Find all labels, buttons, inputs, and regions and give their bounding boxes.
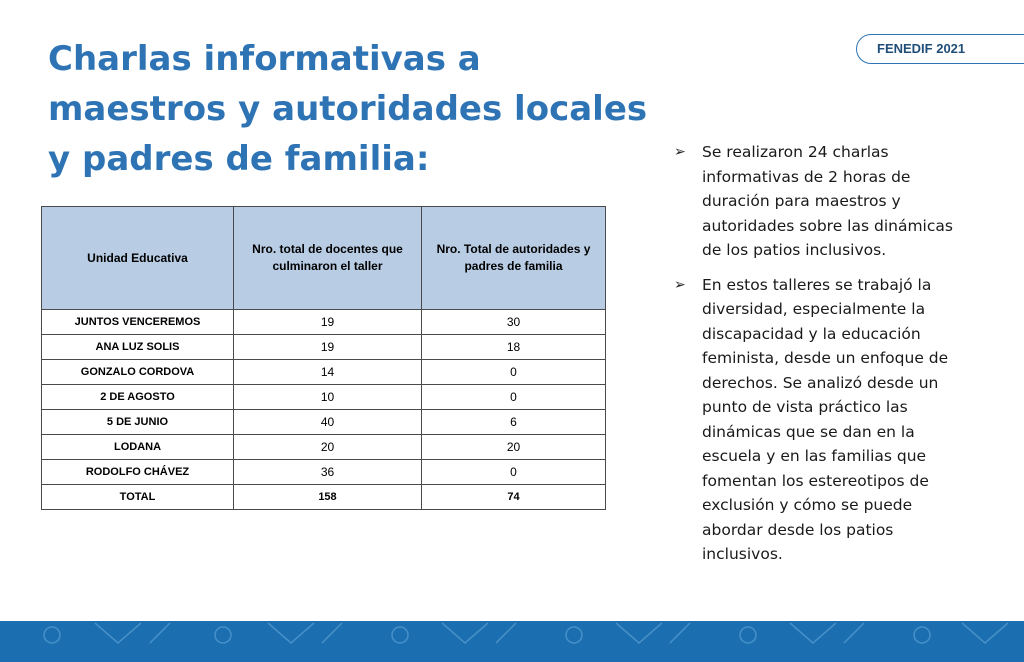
table-row [42,435,606,460]
autoridades-count: 20 [422,435,606,460]
autoridades-count: 0 [422,460,606,485]
table-row [42,335,606,360]
docentes-count: 19 [234,335,422,360]
footer-pattern-icon [0,621,1024,662]
event-badge: FENEDIF 2021 [856,34,1024,64]
school-name: RODOLFO CHÁVEZ [42,460,234,485]
footer-band [0,621,1024,662]
bullet-text: Se realizaron 24 charlas informativas de 2 horas de duración para maestros y autoridades sobre las dinámicas de los patios inclusivos. [702,143,953,259]
table-row [42,385,606,410]
school-name: ANA LUZ SOLIS [42,335,234,360]
docentes-count: 19 [234,310,422,335]
docentes-count: 14 [234,360,422,385]
autoridades-count: 0 [422,360,606,385]
bullet-item [672,273,962,567]
total-autoridades: 74 [422,485,606,510]
table-header-row [42,207,606,310]
total-docentes: 158 [234,485,422,510]
header-docentes: Nro. total de docentes que culminaron el taller [234,207,422,310]
school-name: JUNTOS VENCEREMOS [42,310,234,335]
school-name: LODANA [42,435,234,460]
docentes-count: 40 [234,410,422,435]
school-name: 2 DE AGOSTO [42,385,234,410]
header-autoridades: Nro. Total de autoridades y padres de familia [422,207,606,310]
school-name: GONZALO CORDOVA [42,360,234,385]
summary-bullets [672,140,962,577]
arrow-bullet-icon: ➢ [674,276,686,293]
table-row [42,360,606,385]
workshop-table [41,206,606,510]
bullet-text: En estos talleres se trabajó la diversidad, especialmente la discapacidad y la educación feminista, desde un enfoque de derechos. Se analizó desde un punto de vista práctico las dinámicas que se dan en la escuela y en las familias que fomentan los estereotipos de exclusión y cómo se puede abordar desde los patios inclusivos. [702,275,949,563]
docentes-count: 10 [234,385,422,410]
table-row [42,410,606,435]
total-label: TOTAL [42,485,234,510]
table-row [42,310,606,335]
arrow-bullet-icon: ➢ [674,144,686,160]
autoridades-count: 18 [422,335,606,360]
header-unidad-educativa: Unidad Educativa [42,207,234,310]
slide-title: Charlas informativas a maestros y autoridades locales y padres de familia: [48,39,648,179]
bullet-item [672,140,962,263]
table-row [42,460,606,485]
docentes-count: 36 [234,460,422,485]
docentes-count: 20 [234,435,422,460]
autoridades-count: 6 [422,410,606,435]
autoridades-count: 0 [422,385,606,410]
table-total-row [42,485,606,510]
autoridades-count: 30 [422,310,606,335]
school-name: 5 DE JUNIO [42,410,234,435]
